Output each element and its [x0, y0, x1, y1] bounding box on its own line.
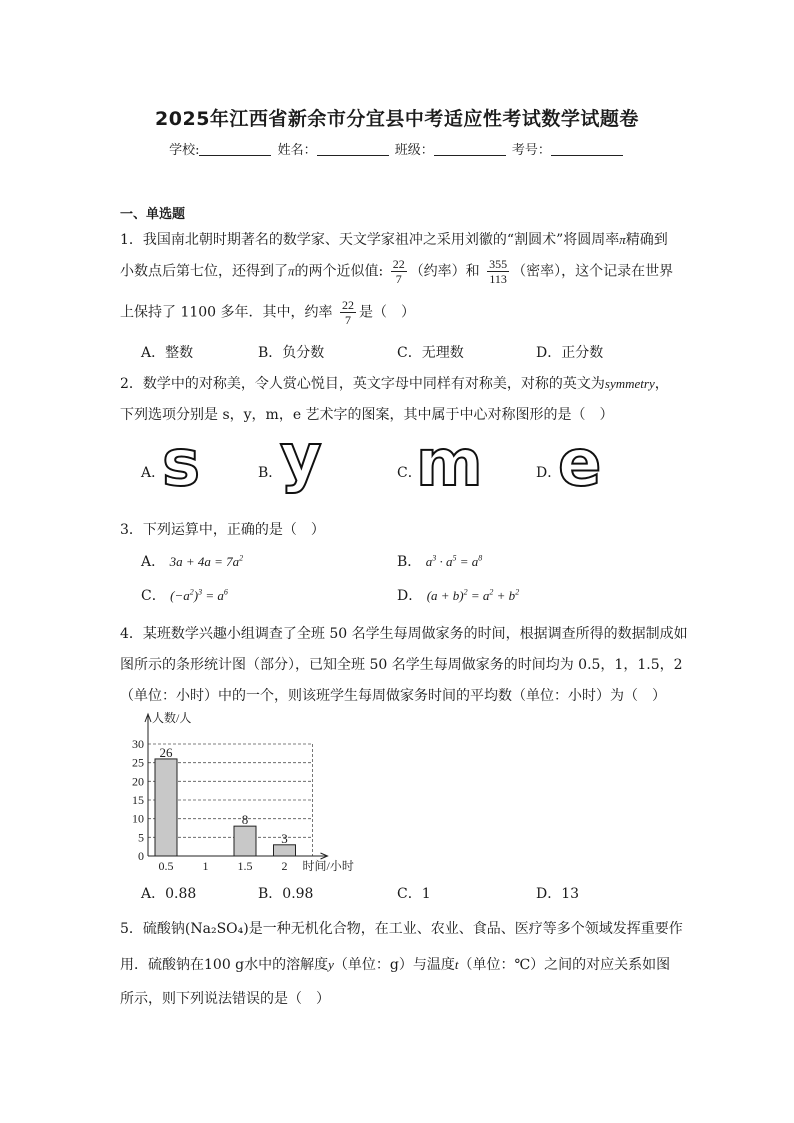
q1-text-2c: （约率）和 [409, 263, 480, 280]
frac-den: 7 [344, 313, 351, 327]
letter-s-image: s [162, 427, 201, 501]
section-heading: 一、单选题 [120, 207, 186, 222]
y-tick-label: 0 [138, 849, 144, 863]
q3-option-b[interactable] [397, 551, 482, 571]
q3-formula-d: $(a + b)^2 = a^2 + b^2$ [426, 587, 520, 603]
y-axis-title: 人数/人 [152, 711, 192, 725]
bar-value-label: 8 [241, 812, 249, 828]
q5-text-2f: （单位：℃）之间的对应关系如图 [458, 957, 671, 973]
student-info-line [0, 139, 794, 158]
q3-label-a: A． [141, 554, 166, 570]
fraction-22-7-b [340, 298, 356, 327]
x-axis-title: 时间/小时 [302, 859, 354, 873]
q1-text-3a: 上保持了 1100 多年．其中，约率 [120, 304, 333, 321]
y-tick-label: 25 [132, 755, 144, 770]
q1-line1 [120, 229, 668, 249]
q3-formula-a: $3a + 4a = 7a^2$ [169, 553, 244, 569]
x-tick-label: 2 [281, 859, 288, 873]
y-tick-label: 20 [132, 774, 144, 789]
bar [155, 759, 177, 856]
q2-option-b[interactable]: B． [258, 465, 283, 481]
q5-text-2e: ）与温度 [398, 957, 455, 973]
school-blank [199, 143, 271, 156]
q5-text-1b: 是一种无机化合物，在工业、农业、食品、医疗等多个领域发挥重要作 [248, 921, 683, 937]
q5-line1 [120, 918, 683, 938]
q3-option-a[interactable] [141, 551, 243, 571]
q1-option-c[interactable]: C．无理数 [397, 345, 464, 361]
bar [274, 845, 296, 856]
q5-line3: 所示，则下列说法错误的是（ ） [120, 991, 330, 1007]
q4-option-b[interactable]: B．0.98 [258, 886, 314, 902]
y-tick-label: 15 [132, 793, 144, 807]
q1-option-a[interactable]: A．整数 [141, 345, 194, 361]
q5-text-2c: 水中的溶解度 [244, 957, 329, 973]
frac-num: 22 [341, 298, 354, 312]
q3-label-c: C． [141, 588, 166, 604]
q4-option-a[interactable]: A．0.88 [141, 886, 197, 902]
q4-option-c[interactable]: C．1 [397, 886, 431, 902]
school-label: 学校: [169, 143, 200, 158]
q1-text-1: 1．我国南北朝时期著名的数学家、天文学家祖冲之采用刘徽的“割圆术”将圆周率 [120, 232, 620, 248]
q2-word: symmetry [604, 376, 655, 391]
fraction-355-113 [487, 257, 509, 286]
x-tick-label: 1.5 [237, 859, 253, 873]
name-label: 姓名： [277, 143, 317, 158]
q5-text-2d: （单位： [333, 957, 390, 973]
q1-option-b[interactable]: B．负分数 [258, 345, 325, 361]
q4-option-d[interactable]: D．13 [536, 886, 580, 902]
q1-text-2a: 小数点后第七位，还得到了 [120, 263, 288, 280]
q5-line2 [120, 954, 670, 974]
x-tick-label: 0.5 [158, 859, 174, 873]
q3-stem: 3．下列运算中，正确的是（ ） [120, 522, 325, 538]
q5-text-1a: 5．硫酸钠 [120, 921, 185, 937]
q2-line2: 下列选项分别是 s，y，m，e 艺术字的图案，其中属于中心对称图形的是（ ） [120, 407, 614, 423]
q3-formula-b: $a^3 \cdot a^5 = a^8$ [425, 553, 483, 569]
q2-option-a[interactable]: A． [141, 465, 166, 481]
q1-text-2b: 的两个近似值: [294, 263, 384, 280]
q1-pi-2: π [288, 263, 295, 279]
q5-unit-g: g [389, 957, 399, 973]
q3-option-c[interactable] [141, 585, 228, 605]
q5-formula: (Na₂SO₄) [184, 921, 249, 937]
q1-option-d[interactable]: D．正分数 [536, 345, 604, 361]
q2-text-1b: ， [654, 376, 669, 392]
class-blank [434, 143, 506, 156]
q1-line3 [120, 298, 415, 327]
q4-line1: 4．某班数学兴趣小组调查了全班 50 名学生每周做家务的时间，根据调查所得的数据制成如 [120, 626, 688, 642]
q1-text-2d: （密率），这个记录在世界 [512, 263, 674, 280]
letter-y-image: y [280, 421, 322, 495]
q1-text-3b: 是（ ） [358, 304, 415, 321]
q5-var-y: y [328, 957, 334, 972]
frac-den: 113 [489, 272, 507, 286]
number-blank [551, 143, 623, 156]
class-label: 班级： [394, 143, 434, 158]
bar-chart [110, 708, 380, 876]
q3-label-d: D． [397, 588, 423, 604]
y-tick-label: 10 [132, 811, 144, 826]
frac-num: 22 [392, 257, 405, 271]
q2-text-1a: 2．数学中的对称美，令人赏心悦目，英文字母中同样有对称美，对称的英文为 [120, 376, 605, 392]
letter-e-image: e [558, 427, 602, 501]
x-tick-label: 1 [202, 859, 209, 873]
q4-line3: （单位：小时）中的一个，则该班学生每周做家务时间的平均数（单位：小时）为（ ） [120, 688, 666, 704]
q4-line2: 图所示的条形统计图（部分），已知全班 50 名学生每周做家务的时间均为 0.5，1，1.5，2 [120, 657, 683, 673]
q3-label-b: B． [397, 554, 422, 570]
frac-num: 355 [489, 257, 508, 271]
bar-value-label: 26 [159, 744, 173, 760]
q1-pi: π [619, 232, 626, 247]
letter-m-image: m [416, 427, 483, 501]
q3-formula-c: $(-a^2)^3 = a^6$ [170, 587, 228, 603]
name-blank [317, 143, 389, 156]
q5-mass: 100 g [204, 957, 245, 973]
q1-text-1b: 精确到 [625, 232, 668, 248]
q2-option-c[interactable]: C． [397, 465, 422, 481]
y-tick-label: 30 [132, 737, 144, 751]
y-tick-label: 5 [138, 830, 144, 845]
exam-title: 2025年江西省新余市分宜县中考适应性考试数学试题卷 [155, 108, 639, 130]
q3-option-d[interactable] [397, 585, 519, 605]
bar [234, 826, 256, 856]
frac-den: 7 [395, 272, 402, 286]
q2-line1 [120, 373, 669, 393]
fraction-22-7 [391, 257, 407, 286]
q5-text-2a: 用．硫酸钠在 [120, 957, 204, 973]
q2-option-d[interactable]: D． [536, 465, 562, 481]
bar-value-label: 3 [281, 830, 288, 846]
q1-line2 [120, 257, 673, 286]
q5-var-t: t [454, 957, 459, 972]
number-label: 考号： [511, 143, 551, 158]
